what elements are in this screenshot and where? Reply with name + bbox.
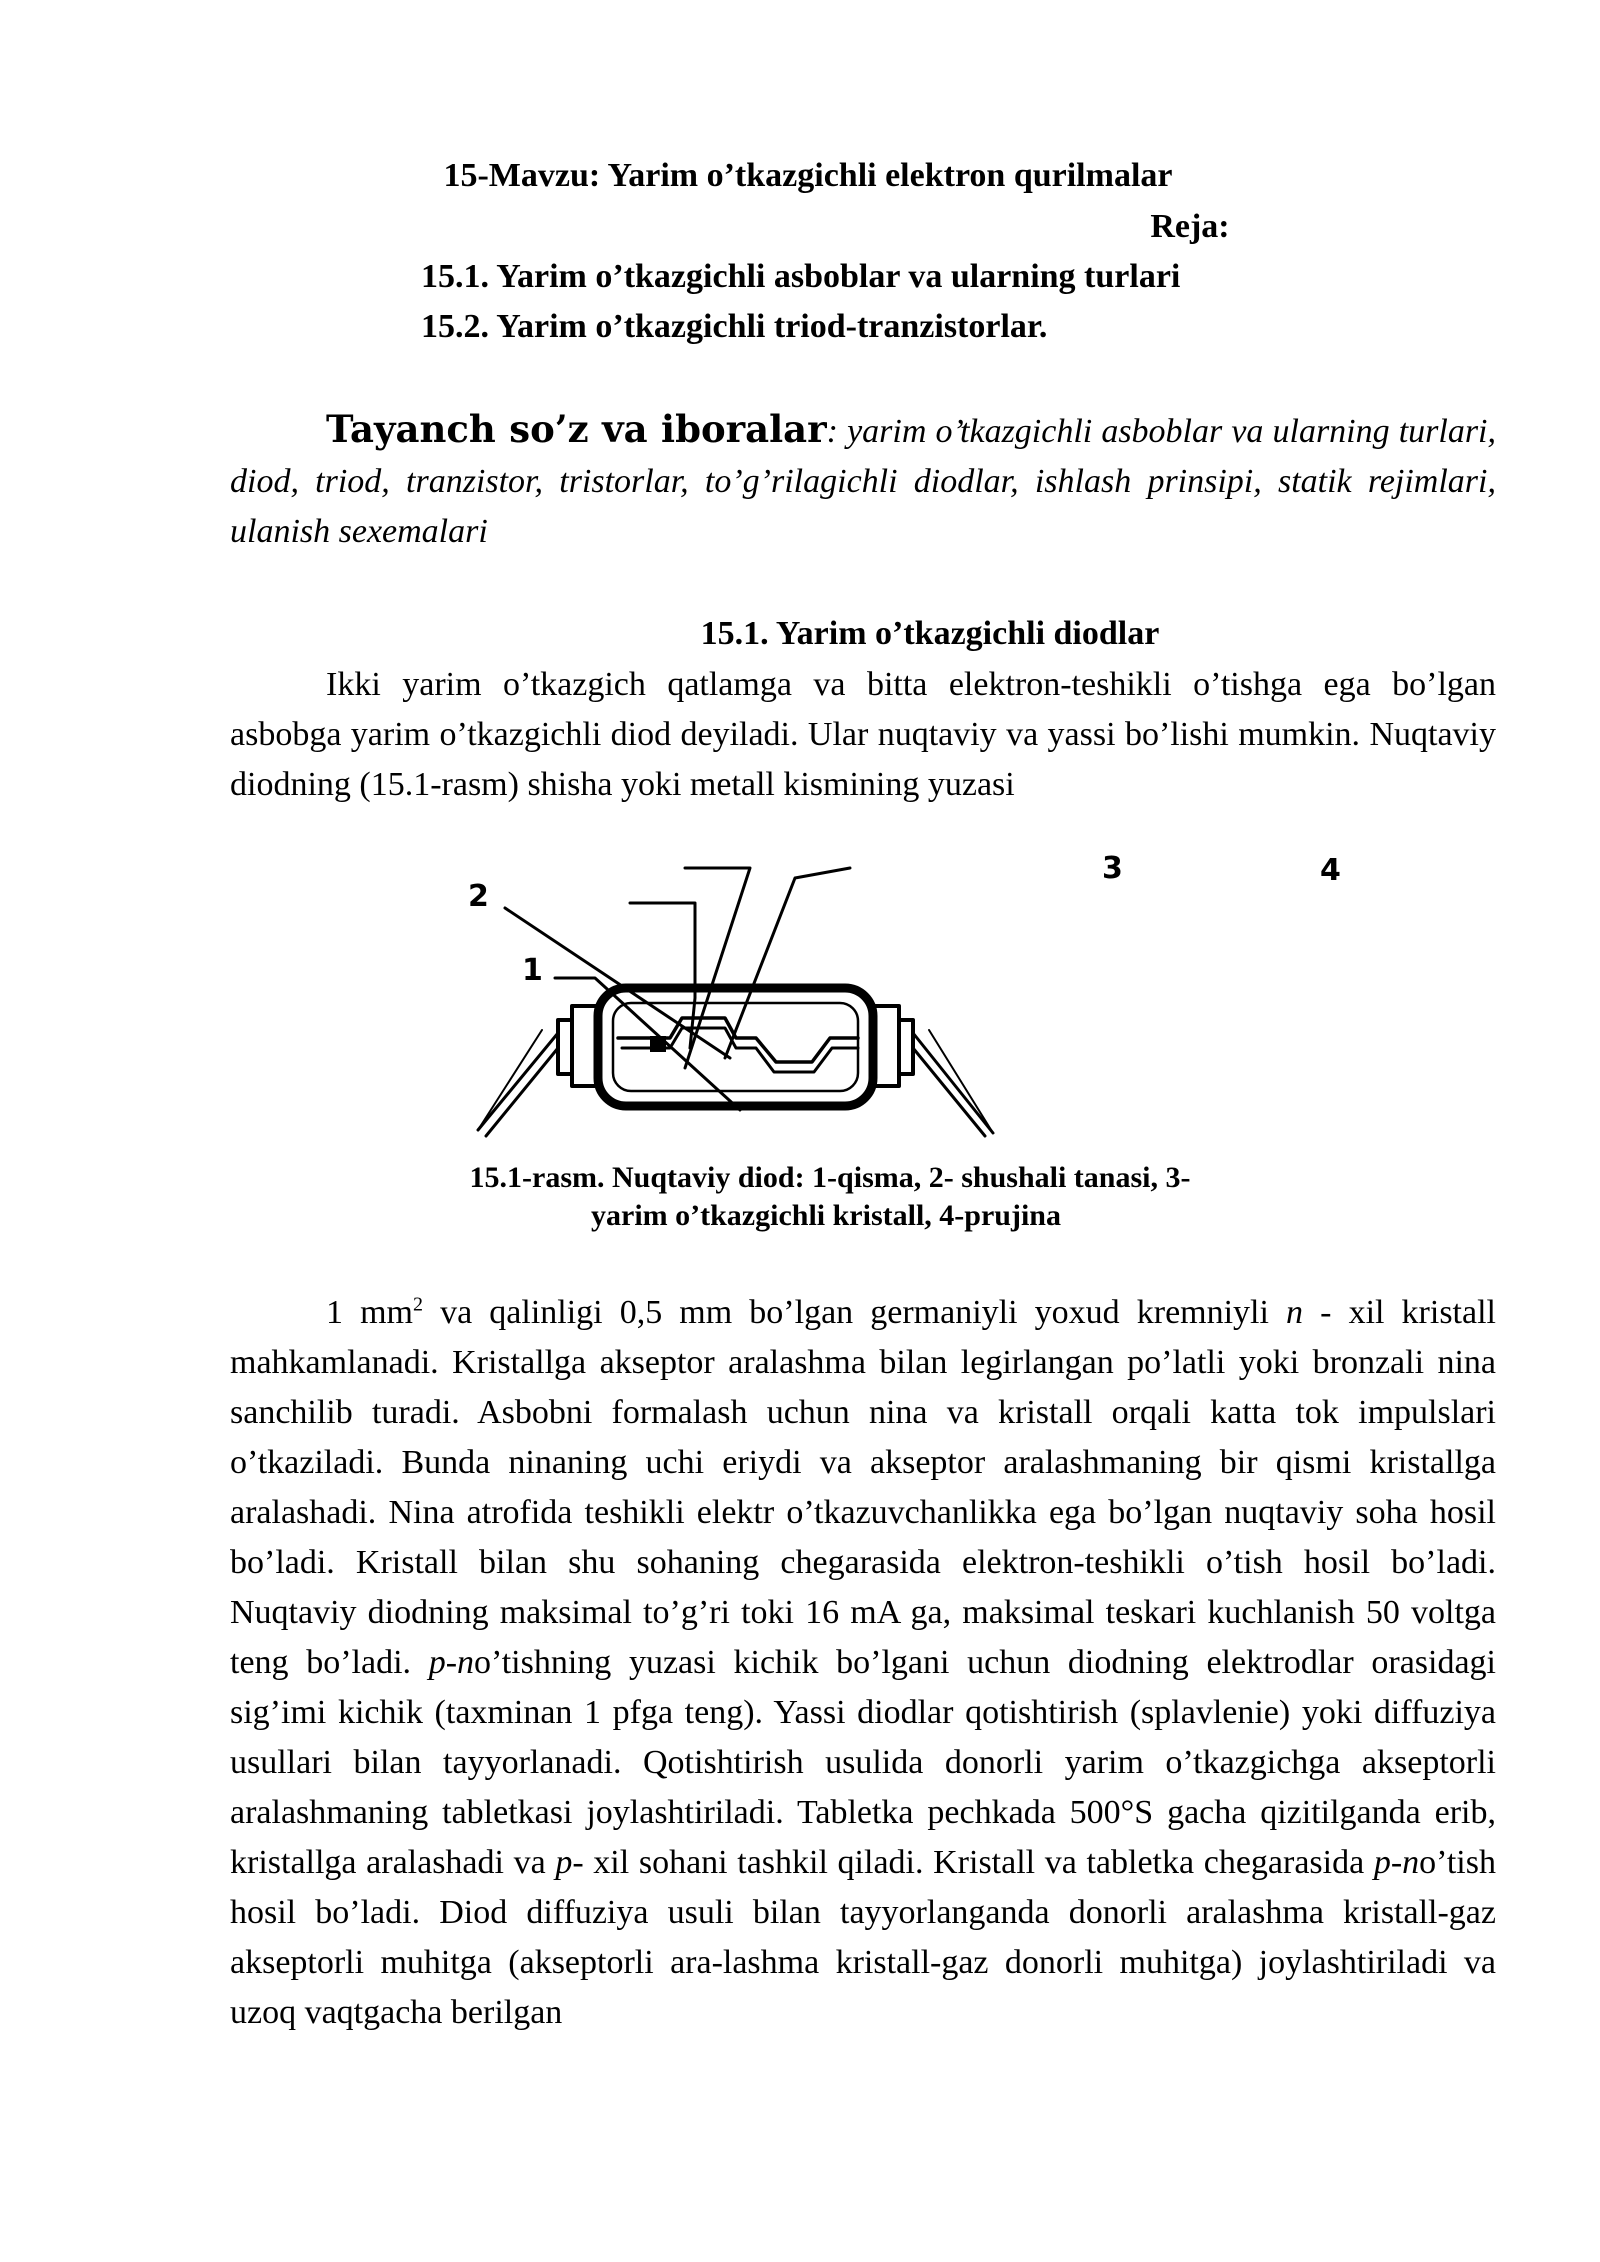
keywords-paragraph xyxy=(230,404,1496,557)
figure-label-1: 1 xyxy=(522,953,543,988)
crystal-contact-block xyxy=(650,1036,666,1052)
figure-caption-line-2: yarim o’tkazgichli kristall, 4-prujina xyxy=(591,1199,1061,1232)
figure-label-3: 3 xyxy=(1102,851,1123,886)
plan-heading: Reja: xyxy=(1150,208,1230,245)
intro-paragraph xyxy=(230,660,1496,810)
keywords-colon: : xyxy=(826,413,838,450)
figure-label-2: 2 xyxy=(468,879,489,914)
body-paragraph xyxy=(230,1288,1496,2038)
keywords-label: Tayanch so’z va iboralar xyxy=(326,407,827,451)
body-italic-n: n xyxy=(1286,1294,1304,1331)
body-superscript: 2 xyxy=(413,1293,423,1316)
body-italic-p: p- xyxy=(555,1844,584,1881)
section-heading: 15.1. Yarim o’tkazgichli diodlar xyxy=(700,615,1160,652)
body-text-6: o’tish hosil bo’ladi. Diod diffuziya usuli bilan tayyorlanganda donorli aralashma kristall-gaz akseptorli muhitga (akseptorli ara-lashma kristall-gaz donorli muhitga) joylashtiriladi va uzoq vaqtgacha berilgan xyxy=(230,1844,1496,2031)
figure-label-4: 4 xyxy=(1320,853,1341,888)
figure-caption-line-1: 15.1-rasm. Nuqtaviy diod: 1-qisma, 2- shushali tanasi, 3- xyxy=(469,1161,1191,1194)
point-diode-diagram xyxy=(430,848,1370,1138)
body-text-3: - xil kristall mahkamlanadi. Kristallga akseptor aralashma bilan legirlangan po’latli yoki bronzali nina sanchilib turadi. Asbobni formalash uchun nina va kristall orqali katta tok impulslari o’tkaziladi. Bunda ninaning uchi eriydi va akseptor aralashmaning bir qismi kristallga aralashadi. Nina atrofida teshikli elektr o’tkazuvchanlikka ega bo’lgan nuqtaviy soha hosil bo’ladi. Kristall bilan shu sohaning chegarasida elektron-teshikli o’tish hosil bo’ladi. Nuqtaviy diodning maksimal to’g’ri toki 16 mA ga, maksimal teskari kuchlanish 50 voltga teng bo’ladi. xyxy=(230,1294,1496,1681)
keywords-text: yarim o’tkazgichli asboblar va ularning turlari, diod, triod, tranzistor, tristorlar, to’g’rilagichli diodlar, ishlash prinsipi, statik rejimlari, ulanish sexemalari xyxy=(230,413,1497,550)
intro-text: Ikki yarim o’tkazgich qatlamga va bitta elektron-teshikli o’tishga ega bo’lgan asbobga yarim o’tkazgichli diod deyiladi. Ular nuqtaviy va yassi bo’lishi mumkin. Nuqtaviy diodning (15.1-rasm) shisha yoki metall kismining yuzasi xyxy=(230,666,1496,803)
body-text-4: o’tishning yuzasi kichik bo’lgani uchun diodning elektrodlar orasidagi sig’imi kichik (taxminan 1 pfga teng). Yassi diodlar qotishtirish (splavlenie) yoki diffuziya usullari bilan tayyorlanadi. Qotishtirish usulida donorli yarim o’tkazgichga akseptorli aralashmaning tabletkasi joylashtiriladi. Tabletka pechkada 500°S gacha qizitilganda erib, kristallga aralashadi va xyxy=(230,1644,1497,1881)
body-italic-pn-1: p-n xyxy=(428,1644,475,1681)
plan-item-1: 15.1. Yarim o’tkazgichli asboblar va ularning turlari xyxy=(421,258,1181,295)
plan-item-2: 15.2. Yarim o’tkazgichli triod-tranzistorlar. xyxy=(421,308,1048,345)
body-text-2: va qalinligi 0,5 mm bo’lgan germaniyli yoxud kremniyli xyxy=(423,1294,1287,1331)
body-italic-pn-2: p-n xyxy=(1373,1844,1420,1881)
body-text-1: 1 mm xyxy=(326,1294,413,1331)
body-text-5: xil sohani tashkil qiladi. Kristall va tabletka chegarasida xyxy=(583,1844,1374,1881)
topic-title: 15-Mavzu: Yarim o’tkazgichli elektron qurilmalar xyxy=(443,157,1173,194)
